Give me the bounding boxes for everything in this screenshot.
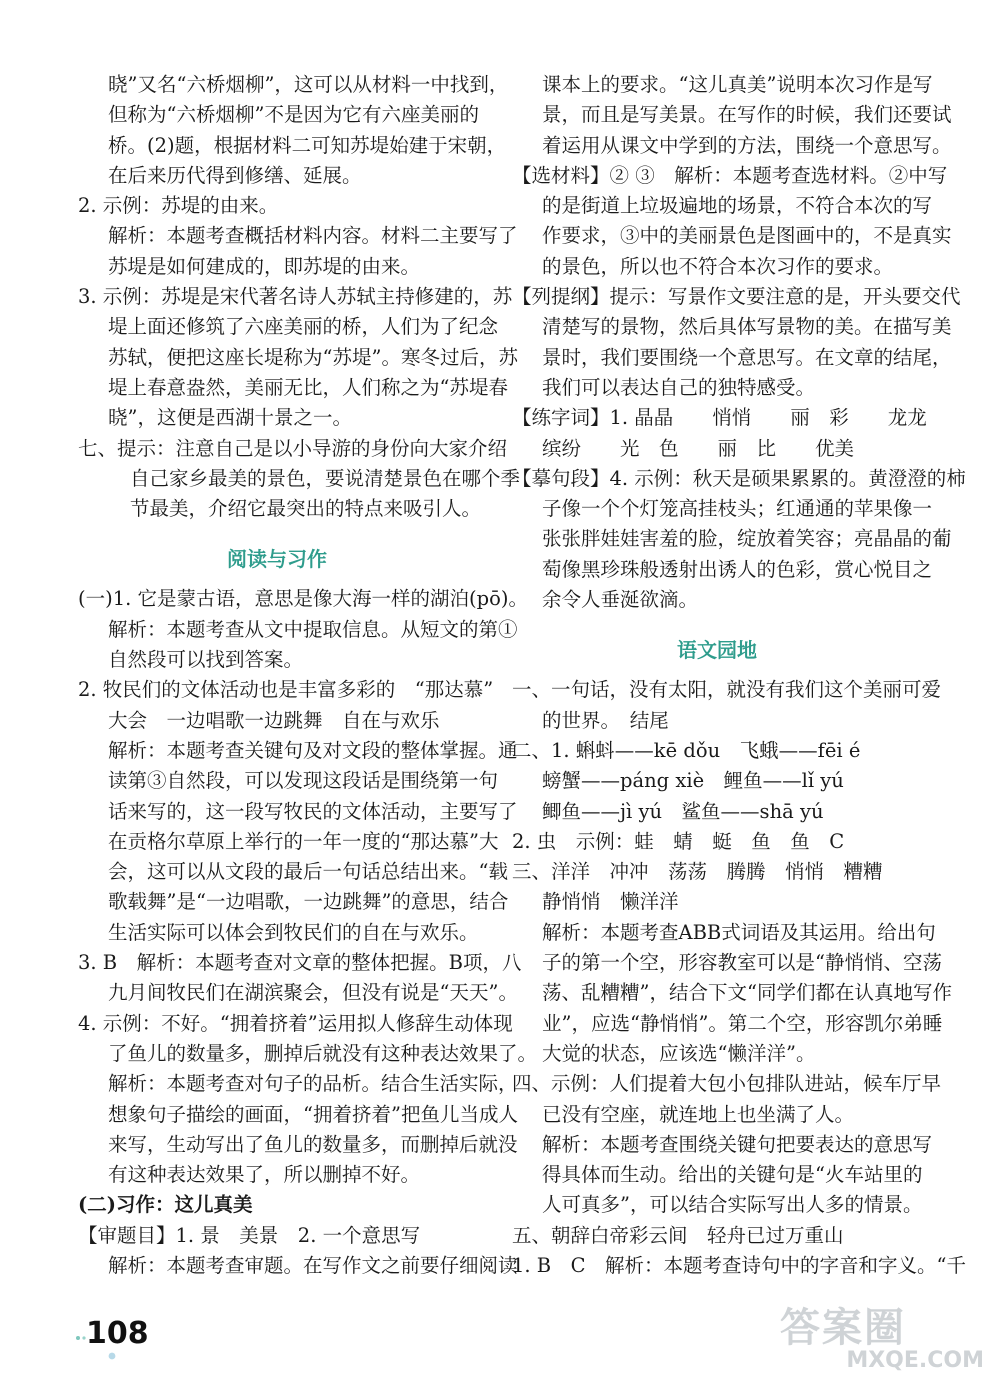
text-line: 解析：本题考查概括材料内容。材料二主要写了	[108, 224, 518, 248]
text-line: 生活实际可以体会到牧民们的自在与欢乐。	[108, 920, 479, 944]
text-line: 已没有空座，就连地上也坐满了人。	[542, 1102, 855, 1126]
text-line: 会，这可以从文段的最后一句话总结出来。“载	[108, 860, 508, 884]
text-line: 节最美，介绍它最突出的特点来吸引人。	[130, 497, 482, 521]
text-line: 歌载舞”是“一边唱歌，一边跳舞”的意思，结合	[108, 890, 509, 914]
text-line: 五、朝辞白帝彩云间 轻舟已过万重山	[512, 1223, 844, 1247]
text-line: 子的第一个空，形容教室可以是“静悄悄、空荡	[542, 951, 942, 975]
text-line: 【摹句段】4. 示例：秋天是硕果累累的。黄澄澄的柿	[512, 466, 966, 490]
text-line: 九月间牧民们在湖滨聚会，但没有说是“天天”。	[108, 981, 518, 1005]
text-line: 解析：本题考查从文中提取信息。从短文的第①	[108, 617, 518, 641]
text-line: 苏堤是如何建成的，即苏堤的由来。	[108, 254, 421, 278]
text-line: 1. B C 解析：本题考查诗句中的字音和字义。“千	[512, 1253, 967, 1277]
text-line: 的是街道上垃圾遍地的场景，不符合本次的写	[542, 194, 933, 218]
text-line: 3. B 解析：本题考查对文章的整体把握。B项，八	[78, 951, 522, 975]
text-line: 解析：本题考查围绕关键句把要表达的意思写	[542, 1132, 933, 1156]
text-line: 大会 一边唱歌一边跳舞 自在与欢乐	[108, 708, 440, 732]
page-number: 108	[86, 1316, 149, 1351]
text-line: 二、1. 蝌蚪——kē dǒu 飞蛾——fēi é	[512, 738, 861, 762]
text-line: 子像一个个灯笼高挂枝头；红通通的苹果像一	[542, 497, 933, 521]
text-line: 景，而且是写美景。在写作的时候，我们还要试	[542, 103, 952, 127]
watermark-logo	[780, 1306, 990, 1376]
text-line: 2. 示例：苏堤的由来。	[78, 194, 279, 218]
text-line: 三、洋洋 冲冲 荡荡 腾腾 悄悄 糟糟	[512, 860, 883, 884]
text-line: 苏轼，便把这座长堤称为“苏堤”。寒冬过后，苏	[108, 345, 518, 369]
text-line: 荡、乱糟糟”，结合下文“同学们都在认真地写作	[542, 981, 952, 1005]
text-line: 一、一句话，没有太阳，就没有我们这个美丽可爱	[512, 678, 942, 702]
text-line: 四、示例：人们提着大包小包排队进站，候车厅早	[512, 1072, 942, 1096]
text-line: 【审题目】1. 景 美景 2. 一个意思写	[78, 1223, 421, 1247]
text-line: 但称为“六桥烟柳”不是因为它有六座美丽的	[108, 103, 479, 127]
text-line: 景时，我们要围绕一个意思写。在文章的结尾，	[542, 345, 952, 369]
section-heading: 语文园地	[677, 638, 757, 663]
text-line: 有这种表达效果了，所以删掉不好。	[108, 1163, 421, 1187]
text-line: 萄像黑珍珠般透射出诱人的色彩，赏心悦目之	[542, 557, 933, 581]
text-line: 堤上面还修筑了六座美丽的桥，人们为了纪念	[108, 315, 499, 339]
text-line: 晓”，这便是西湖十景之一。	[108, 406, 352, 430]
text-line: 来写，生动写出了鱼儿的数量多，而删掉后就没	[108, 1132, 518, 1156]
text-line: 的世界。 结尾	[542, 708, 669, 732]
text-line: 桥。(2)题，根据材料二可知苏堤始建于宋朝，	[108, 133, 507, 157]
text-line: 自己家乡最美的景色，要说清楚景色在哪个季	[130, 466, 521, 490]
text-line: 解析：本题考查ABB式词语及其运用。给出句	[542, 920, 936, 944]
text-line: 得具体而生动。给出的关键句是“火车站里的	[542, 1163, 923, 1187]
text-line: 静悄悄 懒洋洋	[542, 890, 679, 914]
text-line: 清楚写的景物，然后具体写景物的美。在描写美	[542, 315, 952, 339]
text-line: 张张胖娃娃害羞的脸，绽放着笑容；亮晶晶的葡	[542, 527, 952, 551]
text-line: 【练字词】1. 晶晶 悄悄 丽 彩 龙龙	[512, 406, 927, 430]
text-line: 2. 牧民们的文体活动也是丰富多彩的 “那达慕”	[78, 678, 494, 702]
text-line: 堤上春意盎然，美丽无比，人们称之为“苏堤春	[108, 375, 508, 399]
text-line: 想象句子描绘的画面，“拥着挤着”把鱼儿当成人	[108, 1102, 518, 1126]
text-line: 了鱼儿的数量多，删掉后就没有这种表达效果了。	[108, 1041, 538, 1065]
text-line: 作要求，③中的美丽景色是图画中的，不是真实	[542, 224, 952, 248]
text-line: 解析：本题考查关键句及对文段的整体掌握。通	[108, 738, 518, 762]
text-line: 晓”又名“六桥烟柳”，这可以从材料一中找到，	[108, 73, 509, 96]
text-line: 课本上的要求。“这儿真美”说明本次习作是写	[542, 73, 933, 96]
text-line: 七、提示：注意自己是以小导游的身份向大家介绍	[78, 436, 508, 460]
text-line: 人可真多”，可以结合实际写出人多的情景。	[542, 1193, 923, 1217]
text-line: 读第③自然段，可以发现这段话是围绕第一句	[108, 769, 499, 793]
text-line: 业”，应选“静悄悄”。第二个空，形容凯尔弟睡	[542, 1011, 943, 1035]
watermark-text: 答案圈	[780, 1305, 906, 1351]
text-line: 螃蟹——páng xiè 鲤鱼——lǐ yú	[542, 769, 844, 793]
text-line: 在贡格尔草原上举行的一年一度的“那达慕”大	[108, 829, 499, 853]
text-line: 解析：本题考查审题。在写作文之前要仔细阅读	[108, 1253, 518, 1277]
text-line: (二)习作：这儿真美	[78, 1193, 253, 1217]
text-line: 解析：本题考查对句子的品析。结合生活实际，	[108, 1072, 518, 1096]
text-line: 余令人垂涎欲滴。	[542, 588, 699, 612]
text-line: 鲫鱼——jì yú 鲨鱼——shā yú	[542, 799, 824, 823]
text-line: 【列提纲】提示：写景作文要注意的是，开头要交代	[512, 285, 961, 309]
text-line: 大觉的状态，应该选“懒洋洋”。	[542, 1041, 816, 1065]
text-line: 2. 虫 示例：蛙 蜻 蜓 鱼 鱼 C	[512, 829, 845, 853]
section-heading: 阅读与习作	[227, 547, 327, 572]
text-line: 在后来历代得到修缮、延展。	[108, 163, 362, 187]
text-line: 缤纷 光 色 丽 比 优美	[542, 436, 855, 460]
watermark-url: MXQE.COM	[846, 1348, 984, 1373]
left-column	[78, 70, 538, 1281]
text-line: 着运用从课文中学到的方法，围绕一个意思写。	[542, 133, 952, 157]
text-line: 4. 示例：不好。“拥着挤着”运用拟人修辞生动体现	[78, 1011, 513, 1035]
text-line: 我们可以表达自己的独特感受。	[542, 375, 816, 399]
right-column	[512, 70, 967, 1281]
text-line: 的景色，所以也不符合本次习作的要求。	[542, 254, 894, 278]
text-line: (一)1. 它是蒙古语，意思是像大海一样的湖泊(pō)。	[78, 587, 528, 611]
text-line: 【选材料】② ③ 解析：本题考查选材料。②中写	[512, 163, 948, 187]
text-line: 话来写的，这一段写牧民的文体活动，主要写了	[108, 799, 518, 823]
text-line: 自然段可以找到答案。	[108, 648, 304, 672]
text-line: 3. 示例：苏堤是宋代著名诗人苏轼主持修建的，苏	[78, 285, 513, 309]
